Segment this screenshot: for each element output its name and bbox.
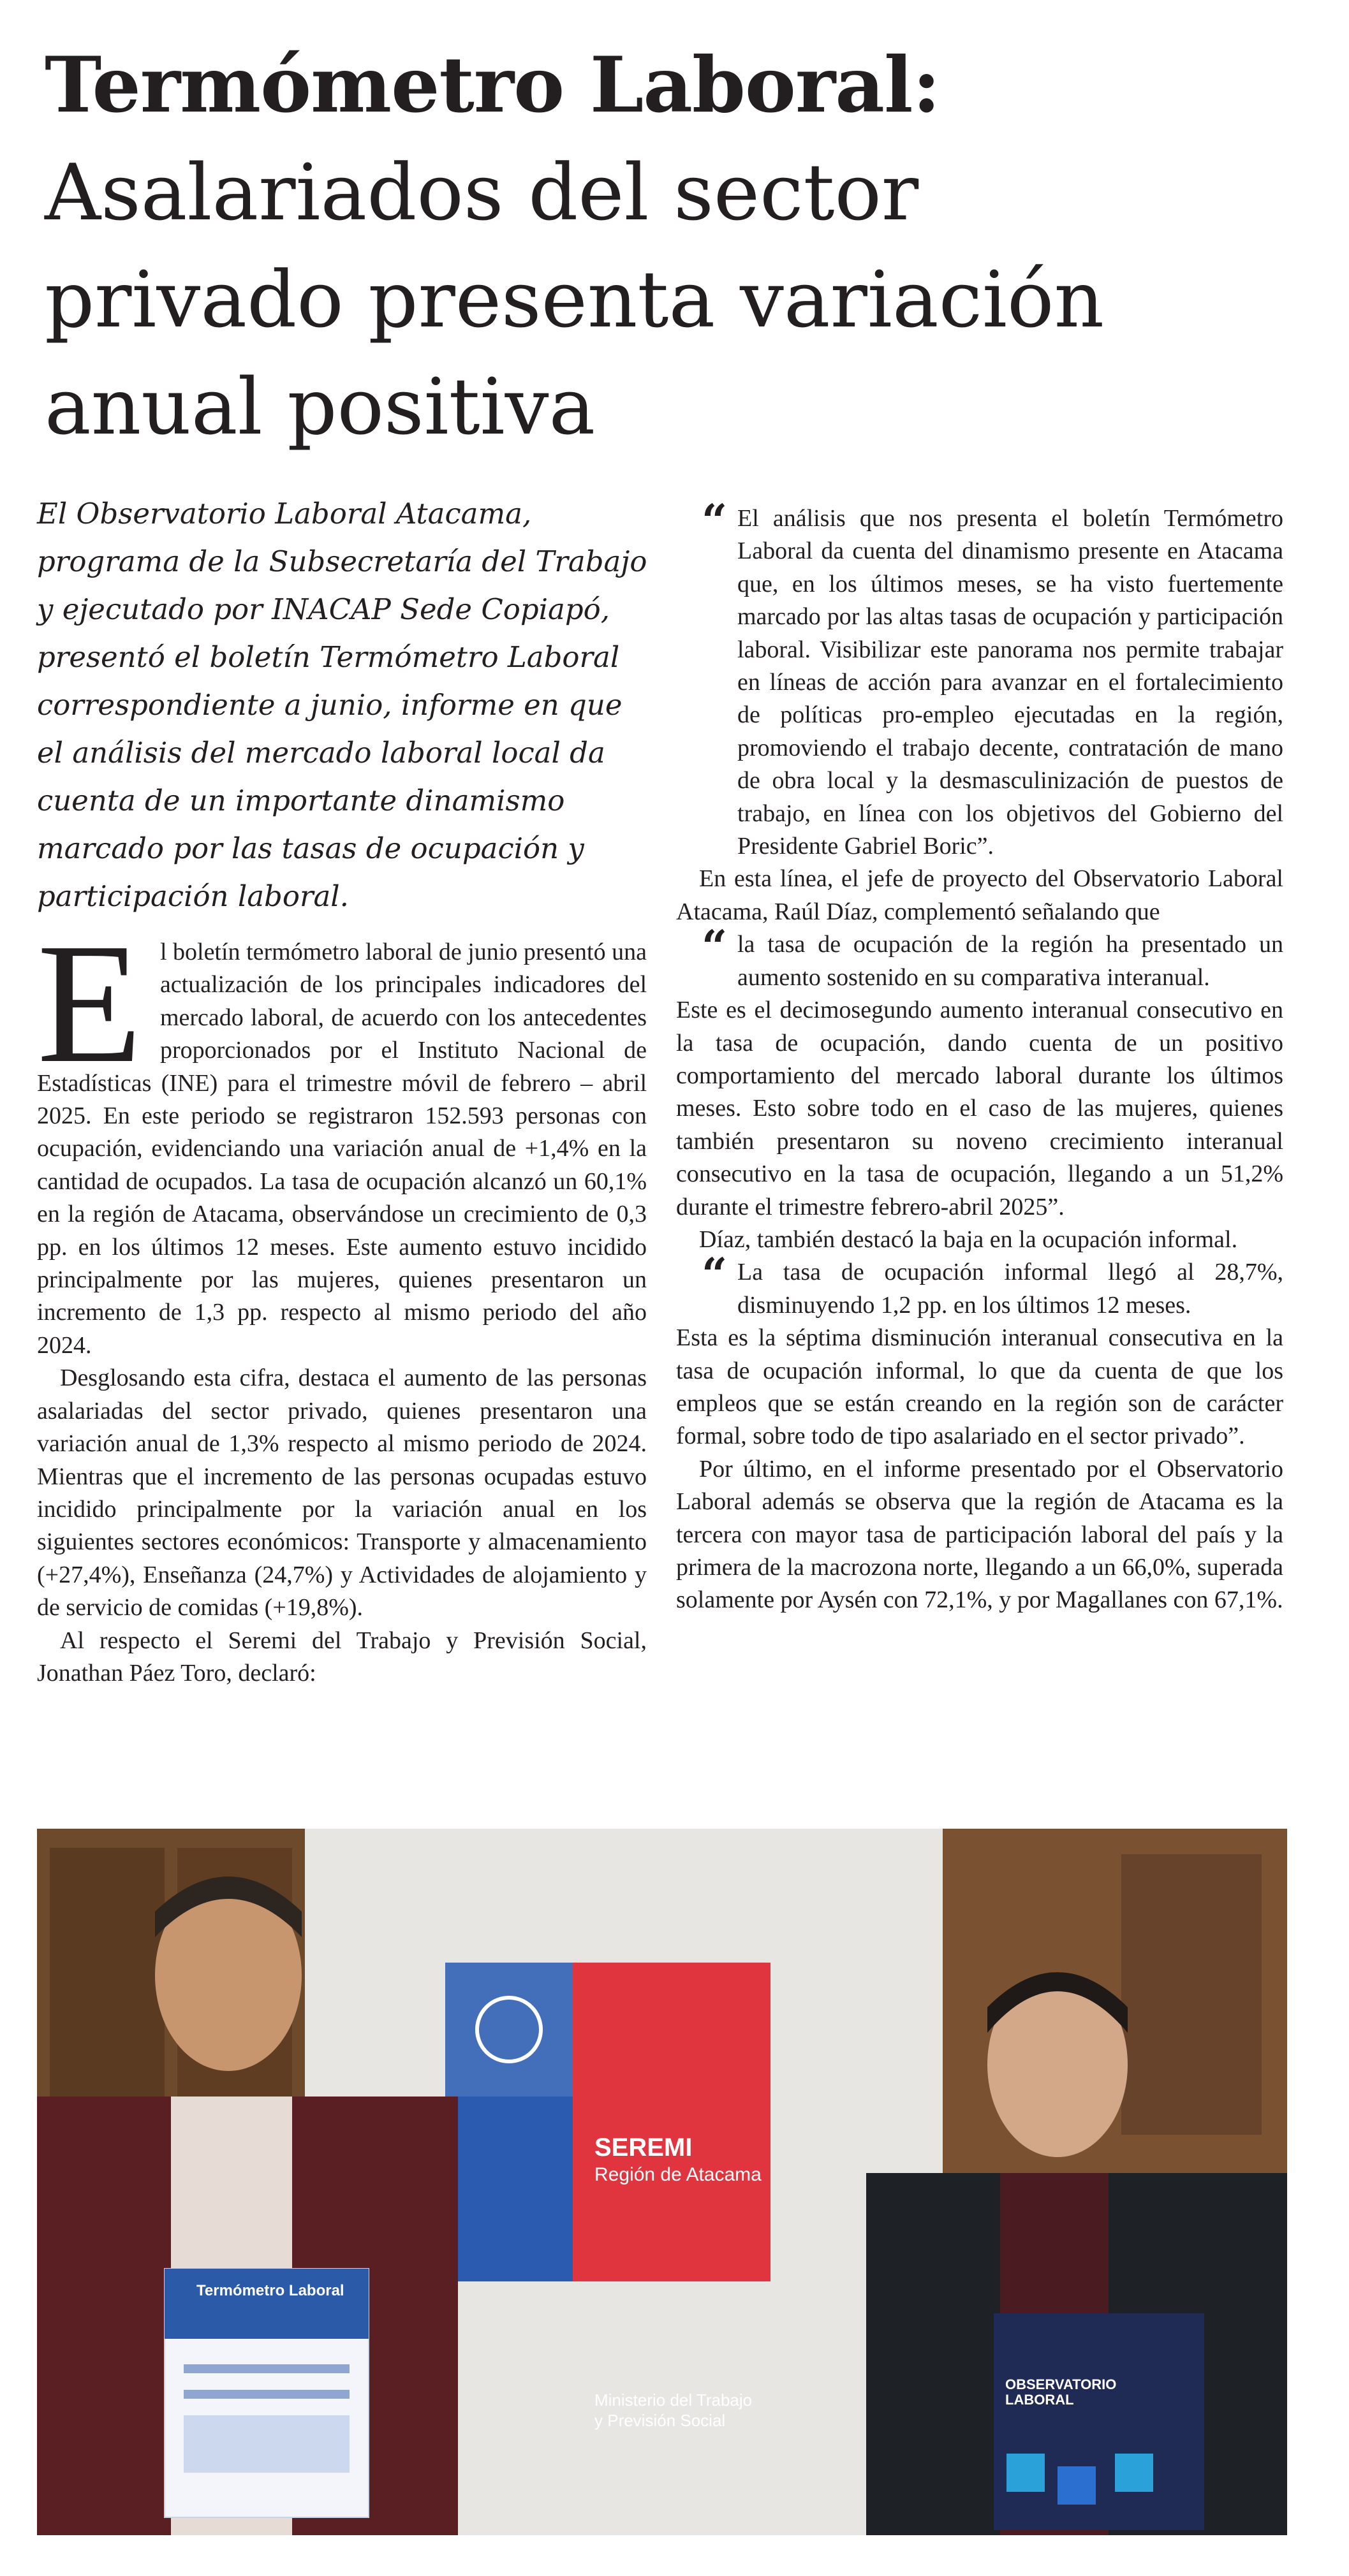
booklet-line: [184, 2364, 350, 2373]
booklet-header: [165, 2269, 369, 2339]
article-photo: [37, 1829, 1287, 2535]
headline-line-2: Asalariados del sector: [45, 147, 919, 238]
quote-diaz-lead-text: la tasa de ocupación de la región ha presentado un aumento sostenido en su comparativa interanual.: [737, 931, 1283, 991]
folder-pattern: [1115, 2454, 1153, 2492]
booklet-line: [184, 2390, 350, 2399]
banner-shield-area: [445, 1963, 573, 2097]
body-paragraph-6: Por último, en el informe presentado por el Observatorio Laboral además se observa que la región de Atacama es la tercera con mayor tasa de participación laboral del país y la primera de la macrozona norte, llegando a un 66,0%, superada solamente por Aysén con 72,1%, y por Magallanes con 67,1%.: [676, 1455, 1283, 1614]
left-column: [37, 908, 647, 1690]
body-paragraph-1: [37, 908, 647, 1362]
quote-informal-rest: Esta es la séptima disminución interanual consecutiva en la tasa de ocupación informal, lo que da cuenta de que los empleos que se están creando en la región son de carácter formal, sobre todo de tipo asalariado en el sector privado”.: [676, 1324, 1283, 1450]
quote-mark-icon: “: [702, 920, 728, 974]
headline-kicker: Termómetro Laboral:: [45, 40, 940, 130]
body-paragraph-5: Díaz, también destacó la baja en la ocupación informal.: [699, 1226, 1238, 1253]
right-column: [676, 494, 1283, 1617]
folder-pattern: [1006, 2454, 1045, 2492]
quote-informal-lead-text: La tasa de ocupación informal llegó al 28,7%, disminuyendo 1,2 pp. en los últimos 12 meses.: [737, 1259, 1283, 1319]
headline-line-3: privado presenta variación: [45, 254, 1105, 345]
seremi-title: SEREMI: [594, 2133, 693, 2162]
banner-red: [573, 1963, 770, 2281]
booklet-table: [184, 2415, 350, 2473]
quote-diaz-rest: Este es el decimosegundo aumento interanual consecutivo en la tasa de ocupación, dando cuenta de un positivo comportamiento del mercado laboral durante los últimos meses. Esto sobre todo en el caso de las mujeres, quienes también presentaron su noveno crecimiento interanual consecutivo en la tasa de ocupación, llegando a un 51,2% durante el trimestre febrero-abril 2025”.: [676, 997, 1283, 1220]
headline-line-4: anual positiva: [45, 362, 596, 452]
headline: [45, 32, 1308, 460]
body-paragraph-1-text: l boletín termómetro laboral de junio presentó una actualización de los principales indicadores del mercado laboral, de acuerdo con los antecedentes proporcionados por el Instituto Nacional de Estadísticas (INE) para el trimestre móvil de febrero – abril 2025. En este periodo se registraron 152.593 personas con ocupación, evidenciando una variación anual de +1,4% en la cantidad de ocupados. La tasa de ocupación alcanzó un 60,1% en la región de Atacama, observándose un crecimiento de 0,3 pp. en los últimos 12 meses. Este aumento estuvo incidido principalmente por las mujeres, quienes presentaron un incremento de 1,3 pp. respecto al mismo periodo del año 2024.: [37, 939, 647, 1359]
body-paragraph-2: Desglosando esta cifra, destaca el aumento de las personas asalariadas del sector privado, quienes presentaron una variación anual de 1,3% respecto al mismo periodo de 2024. Mientras que el incremento de las personas ocupadas estuvo incidido principalmente por la variación anual en los siguientes sectores económicos: Transporte y almacenamiento (+27,4%), Enseñanza (24,7%) y Actividades de alojamiento y de servicio de comidas (+19,8%).: [37, 1365, 647, 1621]
wood-panel: [1121, 1854, 1262, 2135]
body-paragraph-4: En esta línea, el jefe de proyecto del Observatorio Laboral Atacama, Raúl Díaz, complementó señalando que: [676, 865, 1283, 925]
seremi-region: Región de Atacama: [594, 2164, 762, 2185]
folder-title: OBSERVATORIO LABORAL: [1005, 2376, 1117, 2408]
lead-paragraph: El Observatorio Laboral Atacama, programa de la Subsecretaría del Trabajo y ejecutado por INACAP Sede Copiapó, presentó el boletín Termómetro Laboral correspondiente a junio, informe en que el análisis del mercado laboral local da cuenta de un importante dinamismo marcado por las tasas de ocupación y participación laboral.: [37, 497, 647, 913]
folder-observatorio: [994, 2313, 1204, 2530]
quote-diaz-lead: [676, 920, 1283, 994]
body-paragraph-3: Al respecto el Seremi del Trabajo y Previsión Social, Jonathan Páez Toro, declaró:: [37, 1627, 647, 1687]
quote-mark-icon: “: [702, 494, 728, 547]
quote-seremi-text: El análisis que nos presenta el boletín Termómetro Laboral da cuenta del dinamismo presente en Atacama que, en los últimos meses, se ha visto fuertemente marcado por las altas tasas de ocupación y participación laboral. Visibilizar este panorama nos permite trabajar en líneas de acción para avanzar en el fortalecimiento de políticas pro-empleo ejecutadas en la región, promoviendo el trabajo decente, contratación de mano de obra local y la desmasculinización de puestos de trabajo, en línea con los objetivos del Gobierno del Presidente Gabriel Boric”.: [737, 505, 1283, 860]
quote-seremi: [676, 494, 1283, 863]
booklet-title: Termómetro Laboral: [196, 2282, 344, 2299]
quote-mark-icon: “: [702, 1248, 728, 1301]
folder-pattern: [1058, 2466, 1096, 2505]
ministerio-label: Ministerio del Trabajo y Previsión Social: [594, 2390, 753, 2430]
quote-informal-lead: [676, 1248, 1283, 1322]
drop-cap: E: [37, 908, 142, 1099]
